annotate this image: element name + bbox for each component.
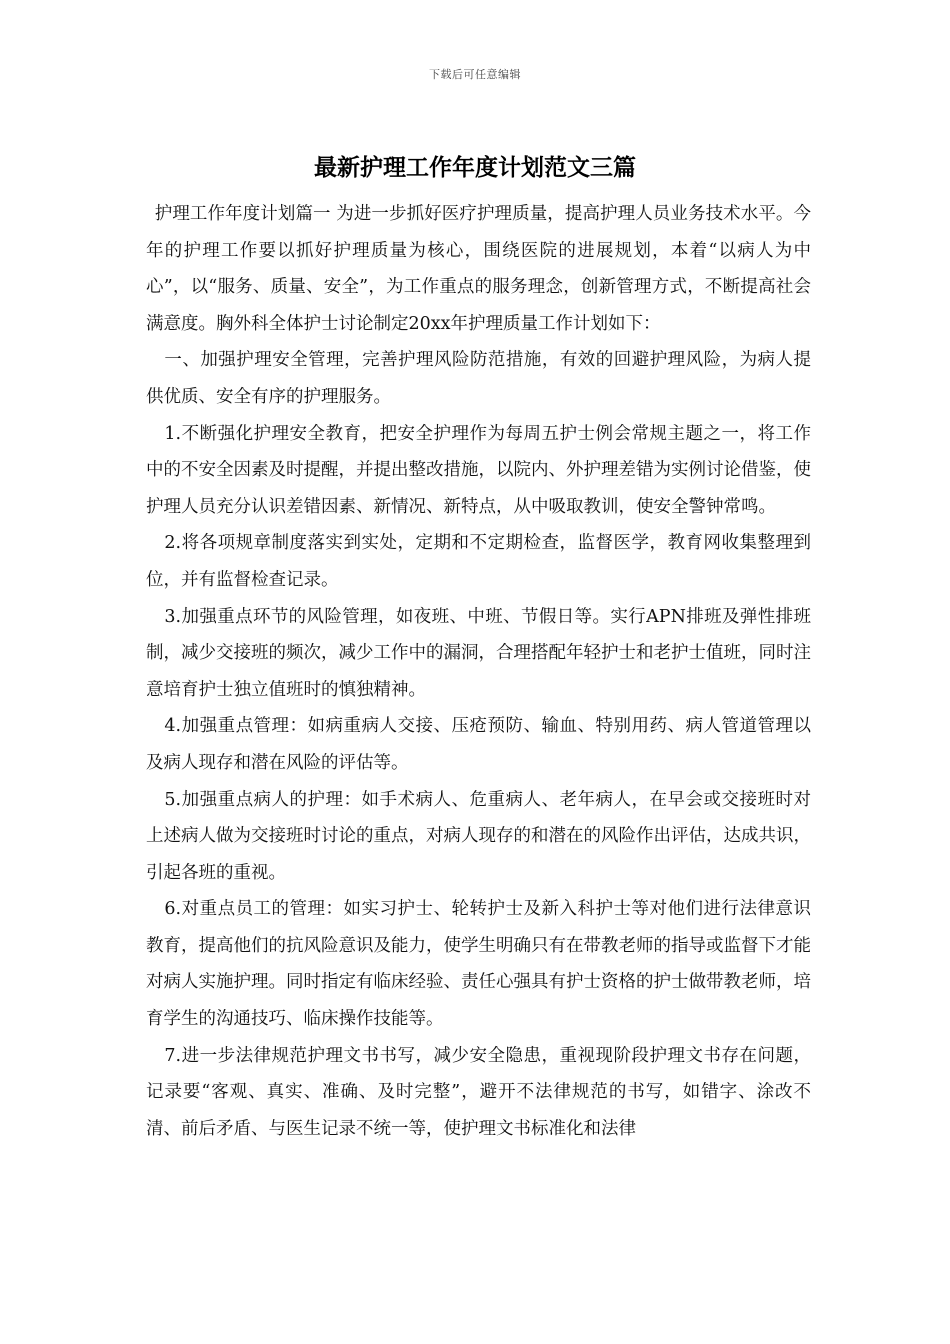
paragraph-item-7: 7.进一步法律规范护理文书书写，减少安全隐患，重视现阶段护理文书存在问题，记录要“客观、真实、准确、及时完整”，避开不法律规范的书写，如错字、涂改不清、前后矛盾、与医生记录不统一等，使护理文书标准化和法律 [146,1045,811,1139]
paragraph-item-5: 5.加强重点病人的护理：如手术病人、危重病人、老年病人，在早会或交接班时对上述病人做为交接班时讨论的重点，对病人现存的和潜在的风险作出评估，达成共识，引起各班的重视。 [146,789,811,883]
paragraph-intro: 护理工作年度计划篇一 为进一步抓好医疗护理质量，提高护理人员业务技术水平。今年的护理工作要以抓好护理质量为核心，围绕医院的进展规划，本着“以病人为中心”，以“服务、质量、安全”，为工作重点的服务理念，创新管理方式，不断提高社会满意度。胸外科全体护士讨论制定20xx年护理质量工作计划如下： [146,204,811,334]
paragraph-item-4: 4.加强重点管理：如病重病人交接、压疮预防、输血、特别用药、病人管道管理以及病人现存和潜在风险的评估等。 [146,716,811,773]
paragraph-section-1: 一、加强护理安全管理，完善护理风险防范措施，有效的回避护理风险，为病人提供优质、安全有序的护理服务。 [146,350,811,407]
header-note: 下载后可任意编辑 [429,68,521,81]
document-body [146,196,811,1147]
document-title: 最新护理工作年度计划范文三篇 [314,154,636,181]
paragraph-item-1: 1.不断强化护理安全教育，把安全护理作为每周五护士例会常规主题之一，将工作中的不安全因素及时提醒，并提出整改措施，以院内、外护理差错为实例讨论借鉴，使护理人员充分认识差错因素、新情况、新特点，从中吸取教训，使安全警钟常鸣。 [146,423,811,517]
paragraph-item-2: 2.将各项规章制度落实到实处，定期和不定期检查，监督医学，教育网收集整理到位，并有监督检查记录。 [146,533,811,590]
paragraph-item-3: 3.加强重点环节的风险管理，如夜班、中班、节假日等。实行APN排班及弹性排班制，减少交接班的频次，减少工作中的漏洞，合理搭配年轻护士和老护士值班，同时注意培育护士独立值班时的慎独精神。 [146,606,811,700]
paragraph-item-6: 6.对重点员工的管理：如实习护士、轮转护士及新入科护士等对他们进行法律意识教育，提高他们的抗风险意识及能力，使学生明确只有在带教老师的指导或监督下才能对病人实施护理。同时指定有临床经验、责任心强具有护士资格的护士做带教老师，培育学生的沟通技巧、临床操作技能等。 [146,899,811,1030]
